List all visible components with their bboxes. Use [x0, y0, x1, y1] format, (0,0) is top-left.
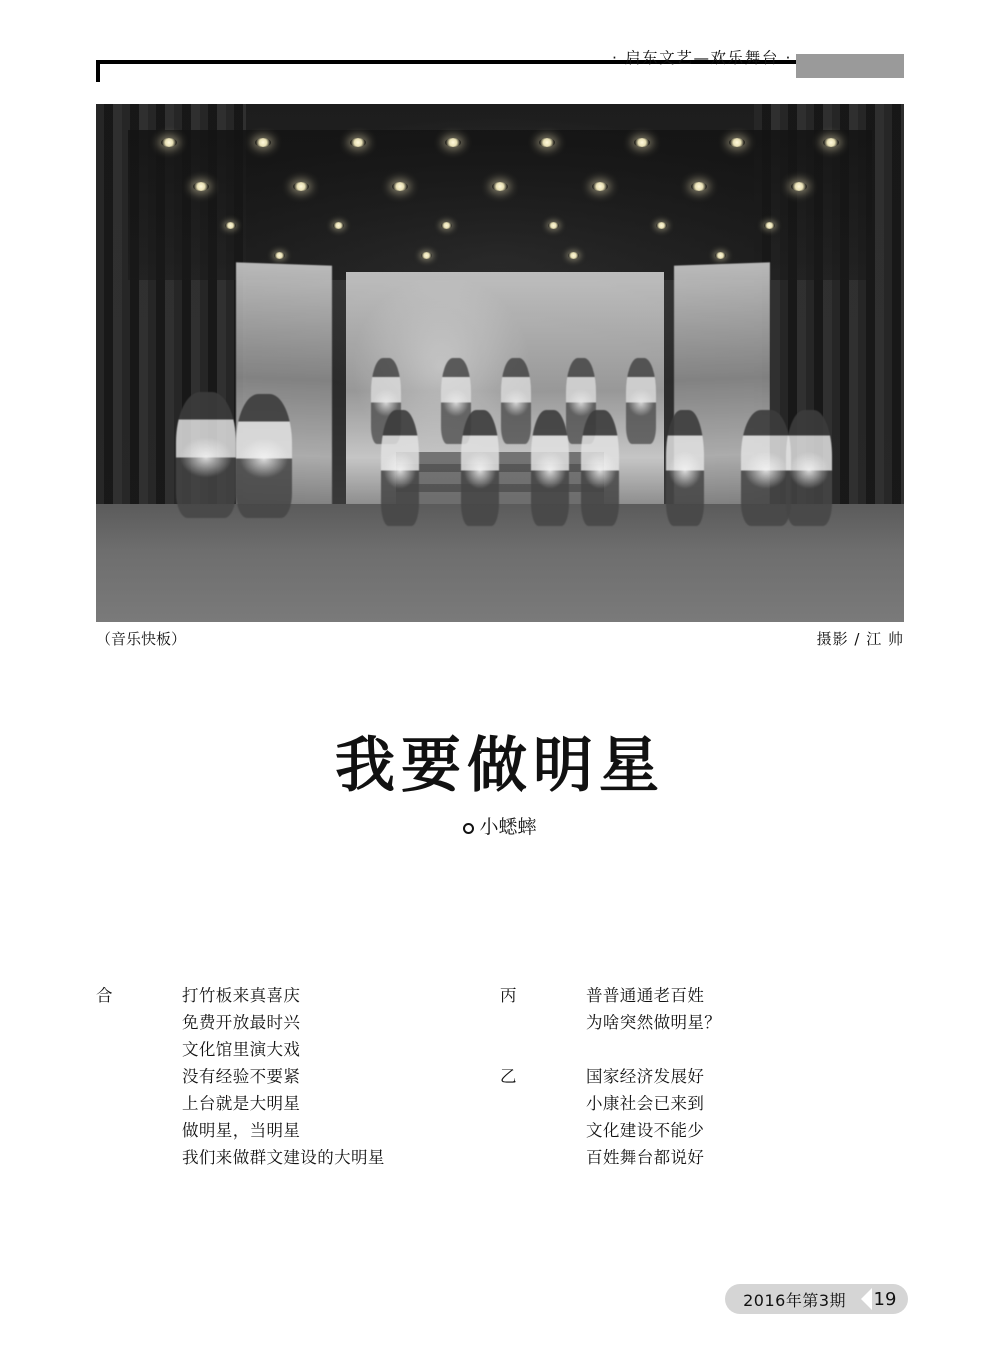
- performer: [626, 358, 656, 444]
- lyric-stanza: [96, 982, 500, 1171]
- lyric-stanza: [500, 1063, 904, 1171]
- performer: [236, 394, 292, 518]
- running-title: · 启东文艺—欢乐舞台 ·: [611, 49, 792, 67]
- performer: [461, 410, 499, 526]
- lyric-line: 百姓舞台都说好: [586, 1148, 705, 1167]
- stanza-speaker: 乙: [500, 1067, 518, 1086]
- photo-caption: （音乐快板）: [96, 630, 187, 648]
- lyric-line: 做明星，当明星: [182, 1121, 301, 1140]
- performer: [176, 392, 236, 518]
- photo-credit: 摄影 / 江 帅: [816, 630, 904, 648]
- lyrics-column-left: [96, 982, 500, 1171]
- lyric-line: 普普通通老百姓: [586, 986, 705, 1005]
- author-name: 小蟋蟀: [479, 816, 537, 838]
- page-number: 19: [862, 1284, 908, 1314]
- lyric-stanza: [500, 982, 904, 1036]
- lyric-line: 为啥突然做明星？: [586, 1013, 722, 1032]
- header-tick: [96, 60, 100, 82]
- lamp-row-4: [274, 252, 727, 259]
- stanza-lines: [586, 982, 904, 1036]
- lyrics-body: [96, 982, 904, 1171]
- lamp-row-2: [193, 182, 807, 191]
- stanza-speaker: 合: [96, 986, 114, 1005]
- performer: [381, 410, 419, 526]
- lyric-line: 小康社会已来到: [586, 1094, 705, 1113]
- header-gray-block: [796, 54, 904, 78]
- byline-bullet-icon: [463, 823, 474, 834]
- lyric-line: 打竹板来真喜庆: [182, 986, 301, 1005]
- performer: [741, 410, 791, 526]
- page-header: [96, 49, 904, 86]
- lyric-line: 文化建设不能少: [586, 1121, 705, 1140]
- stanza-lines: [586, 1063, 904, 1171]
- performer: [501, 358, 531, 444]
- performer: [531, 410, 569, 526]
- lyric-line: 文化馆里演大戏: [182, 1040, 301, 1059]
- page-title: 我要做明星: [335, 731, 665, 801]
- stanza-speaker: 丙: [500, 986, 518, 1005]
- issue-label: 2016年第3期: [725, 1284, 862, 1314]
- stanza-lines: [182, 982, 500, 1171]
- lyrics-column-right: [500, 982, 904, 1171]
- performer: [666, 410, 704, 526]
- lyric-line: 没有经验不要紧: [182, 1067, 301, 1086]
- lyric-line: 上台就是大明星: [182, 1094, 301, 1113]
- lyric-line: 免费开放最时兴: [182, 1013, 301, 1032]
- stage-photo-image: [96, 104, 904, 622]
- author-byline: [0, 812, 1000, 839]
- page-footer: [725, 1284, 908, 1314]
- lamp-row-1: [161, 138, 840, 147]
- performer: [786, 410, 832, 526]
- performer: [581, 410, 619, 526]
- stage-photo: [96, 104, 904, 622]
- stage-steps: [396, 452, 604, 512]
- lyric-line: 我们来做群文建设的大明星: [182, 1148, 385, 1167]
- lamp-row-3: [225, 222, 774, 229]
- lyric-line: 国家经济发展好: [586, 1067, 705, 1086]
